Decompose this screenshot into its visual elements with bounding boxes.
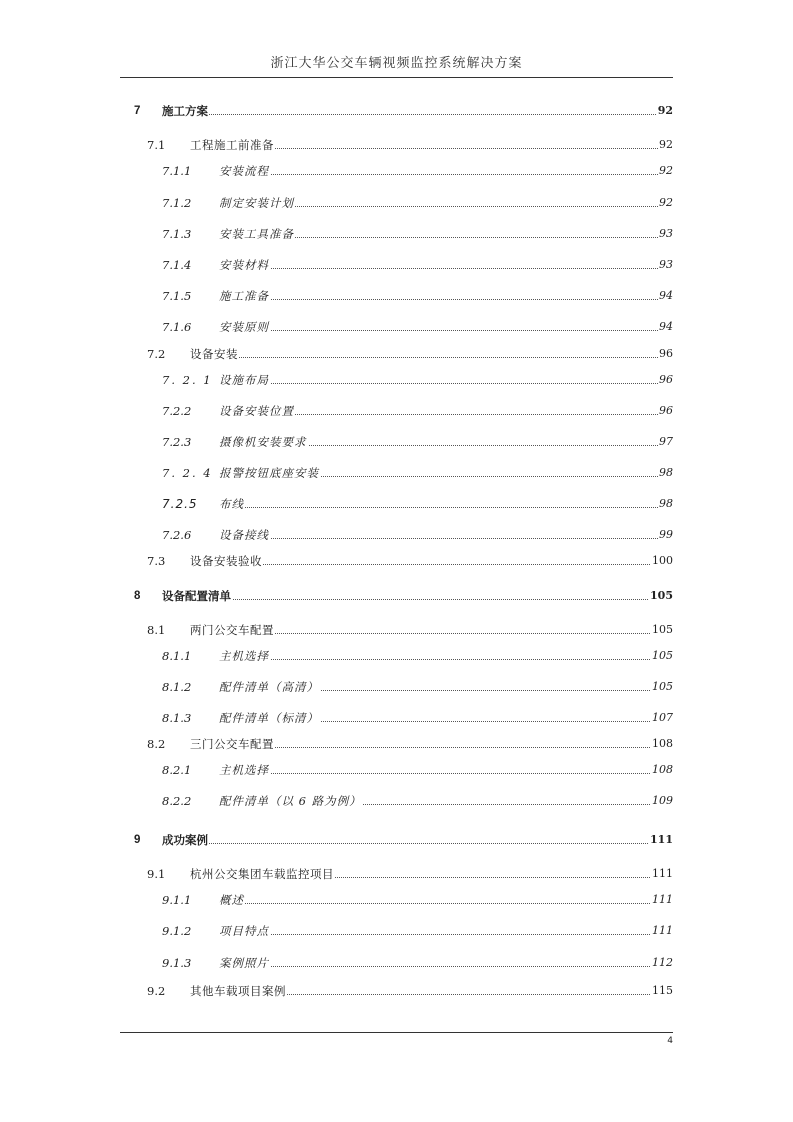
toc-page-number: 112: [651, 954, 673, 972]
toc-title: 杭州公交集团车载监控项目: [190, 867, 334, 881]
toc-entry-7-1-4[interactable]: [0, 256, 793, 274]
toc-page-number: 111: [651, 922, 673, 940]
dot-leader: [219, 934, 668, 935]
toc-page-number: 108: [651, 761, 673, 779]
toc-number: 8.1.2: [162, 680, 192, 694]
toc-page-number: 97: [658, 433, 673, 451]
toc-number: 7.1.1: [162, 164, 192, 178]
toc-title: 摄像机安装要求: [219, 435, 307, 449]
toc-number: 8.2.1: [162, 763, 192, 777]
toc-page-number: 92: [658, 136, 673, 154]
toc-number: 7.2.6: [162, 528, 192, 542]
toc-page-number: 108: [651, 735, 673, 753]
toc-number: 7.1.4: [162, 258, 192, 272]
toc-title: 三门公交车配置: [190, 737, 274, 751]
toc-page-number: 99: [658, 526, 673, 544]
toc-number: 8.1: [147, 623, 166, 637]
toc-page-number: 111: [651, 891, 673, 909]
toc-page-number: 94: [658, 287, 673, 305]
toc-title: 两门公交车配置: [190, 623, 274, 637]
toc-number: 9.1: [147, 867, 166, 881]
dot-leader: [219, 903, 668, 904]
toc-title: 配件清单（高清）: [219, 680, 319, 694]
toc-page-number: 105: [649, 587, 673, 605]
toc-entry-9[interactable]: [0, 831, 793, 849]
dot-leader: [219, 268, 668, 269]
toc-page-number: 96: [658, 402, 673, 420]
dot-leader: [219, 330, 668, 331]
dot-leader: [219, 383, 668, 384]
toc-number: 7. 2. 4: [162, 466, 213, 480]
toc-title: 设施布局: [219, 373, 269, 387]
toc-page-number: 92: [657, 102, 673, 120]
toc-number: 7.3: [147, 554, 166, 568]
toc-entry-7-3[interactable]: [0, 552, 793, 570]
dot-leader: [162, 599, 668, 600]
toc-page-number: 93: [658, 225, 673, 243]
toc-number: 7.1.3: [162, 227, 192, 241]
dot-leader: [162, 114, 668, 115]
toc-page-number: 105: [651, 621, 673, 639]
toc-entry-7-1-1[interactable]: [0, 162, 793, 180]
toc-number: 7.1.6: [162, 320, 192, 334]
toc-entry-7-1-5[interactable]: [0, 287, 793, 305]
toc-entry-9-2[interactable]: [0, 982, 793, 1000]
toc-title: 主机选择: [219, 649, 269, 663]
toc-entry-8-2-1[interactable]: [0, 761, 793, 779]
toc-title: 报警按钮底座安装: [219, 466, 319, 480]
toc-title: 制定安装计划: [219, 196, 294, 210]
toc-entry-7-1-3[interactable]: [0, 225, 793, 243]
toc-entry-8-2-2[interactable]: [0, 792, 793, 810]
toc-number: 7.1.5: [162, 289, 192, 303]
toc-page-number: 94: [658, 318, 673, 336]
toc-number: 8: [134, 590, 141, 602]
toc-page-number: 111: [649, 831, 673, 849]
toc-entry-7-1-2[interactable]: [0, 194, 793, 212]
dot-leader: [162, 843, 668, 844]
toc-entry-7-2-4[interactable]: [0, 464, 793, 482]
toc-page-number: 105: [651, 647, 673, 665]
dot-leader: [219, 538, 668, 539]
toc-entry-9-1-2[interactable]: [0, 922, 793, 940]
dot-leader: [219, 773, 668, 774]
toc-entry-8[interactable]: [0, 587, 793, 605]
toc-entry-7-2-1[interactable]: [0, 371, 793, 389]
toc-title: 设备安装验收: [190, 554, 262, 568]
toc-entry-7-2-3[interactable]: [0, 433, 793, 451]
running-header: 浙江大华公交车辆视频监控系统解决方案: [270, 56, 523, 71]
toc-title: 概述: [219, 893, 244, 907]
toc-number: 9.1.2: [162, 924, 192, 938]
toc-number: 7.2.5: [162, 497, 198, 511]
dot-leader: [190, 357, 668, 358]
toc-title: 安装工具准备: [219, 227, 294, 241]
toc-entry-7-1[interactable]: [0, 136, 793, 154]
toc-title: 项目特点: [219, 924, 269, 938]
toc-page-number: 111: [651, 865, 673, 883]
toc-entry-7[interactable]: [0, 102, 793, 120]
toc-title: 布线: [219, 497, 244, 511]
toc-page-number: 92: [658, 194, 673, 212]
toc-entry-7-1-6[interactable]: [0, 318, 793, 336]
dot-leader: [219, 507, 668, 508]
toc-page-number: 115: [651, 982, 673, 1000]
toc-page-number: 96: [658, 371, 673, 389]
footer-divider: [120, 1032, 673, 1033]
toc-page-number: 107: [651, 709, 673, 727]
toc-number: 7.1: [147, 138, 166, 152]
toc-entry-8-1[interactable]: [0, 621, 793, 639]
toc-number: 8.2: [147, 737, 166, 751]
dot-leader: [219, 659, 668, 660]
toc-number: 8.1.1: [162, 649, 192, 663]
toc-number: 9.1.1: [162, 893, 192, 907]
toc-page-number: 98: [658, 464, 673, 482]
toc-page-number: 109: [651, 792, 673, 810]
toc-title: 工程施工前准备: [190, 138, 274, 152]
toc-title: 设备安装: [190, 347, 238, 361]
toc-title: 安装流程: [219, 164, 269, 178]
toc-entry-8-1-2[interactable]: [0, 678, 793, 696]
toc-page-number: 92: [658, 162, 673, 180]
toc-page-number: 100: [651, 552, 673, 570]
toc-entry-7-2[interactable]: [0, 345, 793, 363]
toc-page-number: 96: [658, 345, 673, 363]
toc-number: 7.2.2: [162, 404, 192, 418]
toc-number: 7. 2. 1: [162, 373, 213, 387]
toc-number: 7: [134, 105, 141, 117]
toc-page-number: 98: [658, 495, 673, 513]
toc-number: 8.1.3: [162, 711, 192, 725]
dot-leader: [219, 299, 668, 300]
toc-title: 案例照片: [219, 956, 269, 970]
toc-number: 7.1.2: [162, 196, 192, 210]
toc-entry-7-2-6[interactable]: [0, 526, 793, 544]
toc-number: 7.2.3: [162, 435, 192, 449]
toc-title: 施工方案: [162, 104, 208, 118]
toc-number: 9.1.3: [162, 956, 192, 970]
toc-title: 施工准备: [219, 289, 269, 303]
toc-title: 配件清单（标清）: [219, 711, 319, 725]
toc-page-number: 105: [651, 678, 673, 696]
toc-title: 其他车载项目案例: [190, 984, 286, 998]
toc-entry-8-1-3[interactable]: [0, 709, 793, 727]
toc-title: 设备配置清单: [162, 589, 231, 603]
toc-number: 9: [134, 834, 141, 846]
toc-title: 安装材料: [219, 258, 269, 272]
toc-page-number: 93: [658, 256, 673, 274]
toc-number: 8.2.2: [162, 794, 192, 808]
toc-number: 7.2: [147, 347, 166, 361]
toc-entry-9-1-3[interactable]: [0, 954, 793, 972]
dot-leader: [219, 966, 668, 967]
toc-title: 配件清单（以 6 路为例）: [219, 794, 362, 808]
toc-entry-8-1-1[interactable]: [0, 647, 793, 665]
toc-entry-7-2-5[interactable]: [0, 495, 793, 513]
toc-title: 安装原则: [219, 320, 269, 334]
toc-title: 设备接线: [219, 528, 269, 542]
toc-title: 设备安装位置: [219, 404, 294, 418]
dot-leader: [219, 174, 668, 175]
page-number: 4: [667, 1036, 673, 1046]
toc-entry-8-2[interactable]: [0, 735, 793, 753]
toc-entry-9-1-1[interactable]: [0, 891, 793, 909]
toc-number: 9.2: [147, 984, 166, 998]
toc-title: 成功案例: [162, 833, 208, 847]
toc-entry-7-2-2[interactable]: [0, 402, 793, 420]
toc-entry-9-1[interactable]: [0, 865, 793, 883]
toc-title: 主机选择: [219, 763, 269, 777]
